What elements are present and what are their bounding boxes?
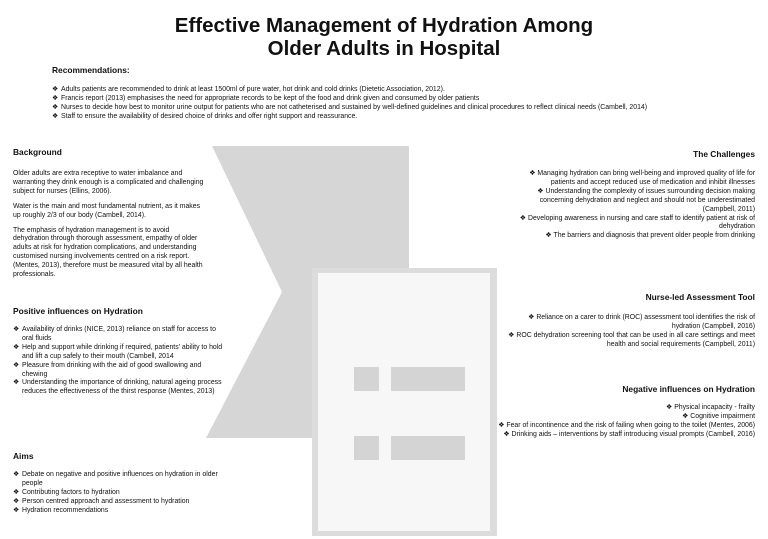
list-item: ❖ Understanding the importance of drinking, natural ageing process reduces the effectiveness of the thirst response (Mentes, 2013) <box>13 379 222 396</box>
diamond-bullet-icon: ❖ <box>508 331 515 339</box>
diamond-bullet-icon: ❖ <box>52 112 59 120</box>
list-item: ❖ Pleasure from drinking with the aid of good swallowing and chewing <box>13 361 202 378</box>
diamond-bullet-icon: ❖ <box>13 379 20 387</box>
diamond-bullet-icon: ❖ <box>52 94 59 102</box>
recommendations-list <box>52 86 752 122</box>
list-item: ❖ Hydration recommendations <box>13 506 109 514</box>
list-item: ❖ Francis report (2013) emphasises the need for appropriate records to be kept of the food and drink given and consumed by older patients <box>52 94 480 102</box>
positive-influences-heading: Positive influences on Hydration <box>13 306 143 316</box>
diamond-bullet-icon: ❖ <box>13 471 20 478</box>
list-item: ❖ Understanding the complexity of issues surrounding decision making concerning dehydration and neglect and should not be underestimated (Campbell, 2011) <box>537 187 755 213</box>
negative-influences-heading: Negative influences on Hydration <box>622 384 755 394</box>
poster-title <box>120 14 648 60</box>
image-block <box>354 436 379 460</box>
list-item: ❖ Drinking aids – interventions by staff introducing visual prompts (Cambell, 2016) <box>503 430 755 438</box>
list-item: ❖ Nurses to decide how best to monitor urine output for patients who are not catheterised and sustained by well-defined guidelines and clinical procedures to reflect clinical needs (Cambell, 2014) <box>52 103 648 111</box>
nurse-led-list <box>505 314 755 350</box>
image-block <box>391 436 465 460</box>
diamond-bullet-icon: ❖ <box>529 170 536 177</box>
diamond-bullet-icon: ❖ <box>537 187 544 195</box>
image-placeholder-inner <box>318 273 490 531</box>
background-paragraph: Water is the main and most fundamental nutrient, as it makes up roughly 2/3 of our body (Cambell, 2014). <box>13 202 201 219</box>
diamond-bullet-icon: ❖ <box>52 86 59 93</box>
list-item: ❖ Contributing factors to hydration <box>13 488 120 496</box>
list-item: ❖ Fear of incontinence and the risk of failing when going to the toilet (Mentes, 2006) <box>498 421 755 429</box>
diamond-bullet-icon: ❖ <box>682 412 689 420</box>
aims-list <box>13 471 225 516</box>
title-line-2: Older Adults in Hospital <box>267 37 501 60</box>
diamond-bullet-icon: ❖ <box>13 488 20 496</box>
recommendations-heading: Recommendations: <box>52 65 130 75</box>
list-item: ❖ Person centred approach and assessment to hydration <box>13 497 190 505</box>
list-item: ❖ Managing hydration can bring well-being and improved quality of life for patients and accept reduced use of medication and inhibit illnesses <box>529 170 755 186</box>
diamond-bullet-icon: ❖ <box>13 343 20 351</box>
diamond-bullet-icon: ❖ <box>52 103 59 111</box>
diamond-bullet-icon: ❖ <box>13 506 20 514</box>
diamond-bullet-icon: ❖ <box>545 232 552 240</box>
diamond-bullet-icon: ❖ <box>498 421 505 429</box>
list-item: ❖ Debate on negative and positive influences on hydration in older people <box>13 471 218 487</box>
diamond-bullet-icon: ❖ <box>13 326 20 333</box>
list-item: ❖ The barriers and diagnosis that prevent older people from drinking <box>545 232 755 240</box>
list-item: ❖ Help and support while drinking if required, patients' ability to hold and lift a cup safely to their mouth (Cambell, 2014 <box>13 343 223 360</box>
background-text <box>13 170 205 286</box>
negative-influences-list <box>490 404 755 440</box>
image-block <box>391 367 465 391</box>
diamond-bullet-icon: ❖ <box>13 497 20 505</box>
diamond-bullet-icon: ❖ <box>519 214 526 222</box>
background-paragraph: Older adults are extra receptive to water imbalance and warranting they drink enough is a complicated and challenging subject for nurses (Ellins, 2006). <box>13 170 204 195</box>
background-heading: Background <box>13 147 62 157</box>
list-item: ❖ ROC dehydration screening tool that can be used in all care settings and meet health and social requirements (Campbell, 2011) <box>508 331 755 348</box>
title-line-1: Effective Management of Hydration Among <box>174 14 594 37</box>
diamond-bullet-icon: ❖ <box>503 430 510 438</box>
list-item: ❖ Staff to ensure the availability of desired choice of drinks and offer right support and reassurance. <box>52 112 358 120</box>
list-item: ❖ Developing awareness in nursing and care staff to identify patient at risk of dehydration <box>519 214 755 231</box>
list-item: ❖ Availability of drinks (NICE, 2013) reliance on staff for access to oral fluids <box>13 326 216 342</box>
list-item: ❖ Reliance on a carer to drink (ROC) assessment tool identifies the risk of hydration (Campbell, 2016) <box>528 314 755 330</box>
list-item: ❖ Adults patients are recommended to drink at least 1500ml of pure water, hot drink and cold drinks (Dietetic Association, 2012). <box>52 86 445 93</box>
list-item: ❖ Cognitive impairment <box>682 412 755 420</box>
diamond-bullet-icon: ❖ <box>528 314 535 321</box>
challenges-list <box>505 170 755 241</box>
diamond-bullet-icon: ❖ <box>13 361 20 369</box>
list-item: ❖ Physical incapacity - frailty <box>666 404 755 411</box>
image-block <box>354 367 379 391</box>
diamond-bullet-icon: ❖ <box>666 404 673 411</box>
positive-influences-list <box>13 326 225 397</box>
challenges-heading: The Challenges <box>693 149 755 159</box>
background-paragraph: The emphasis of hydration management is to avoid dehydration through thorough assessment, empathy of older adults at risk for hydration complications, and understanding customised nursing involvements centred on a risk report. (Mentes, 2013), therefore must be measured vital by all health professionals. <box>13 226 203 279</box>
nurse-led-heading: Nurse-led Assessment Tool <box>645 292 755 302</box>
aims-heading: Aims <box>13 451 34 461</box>
